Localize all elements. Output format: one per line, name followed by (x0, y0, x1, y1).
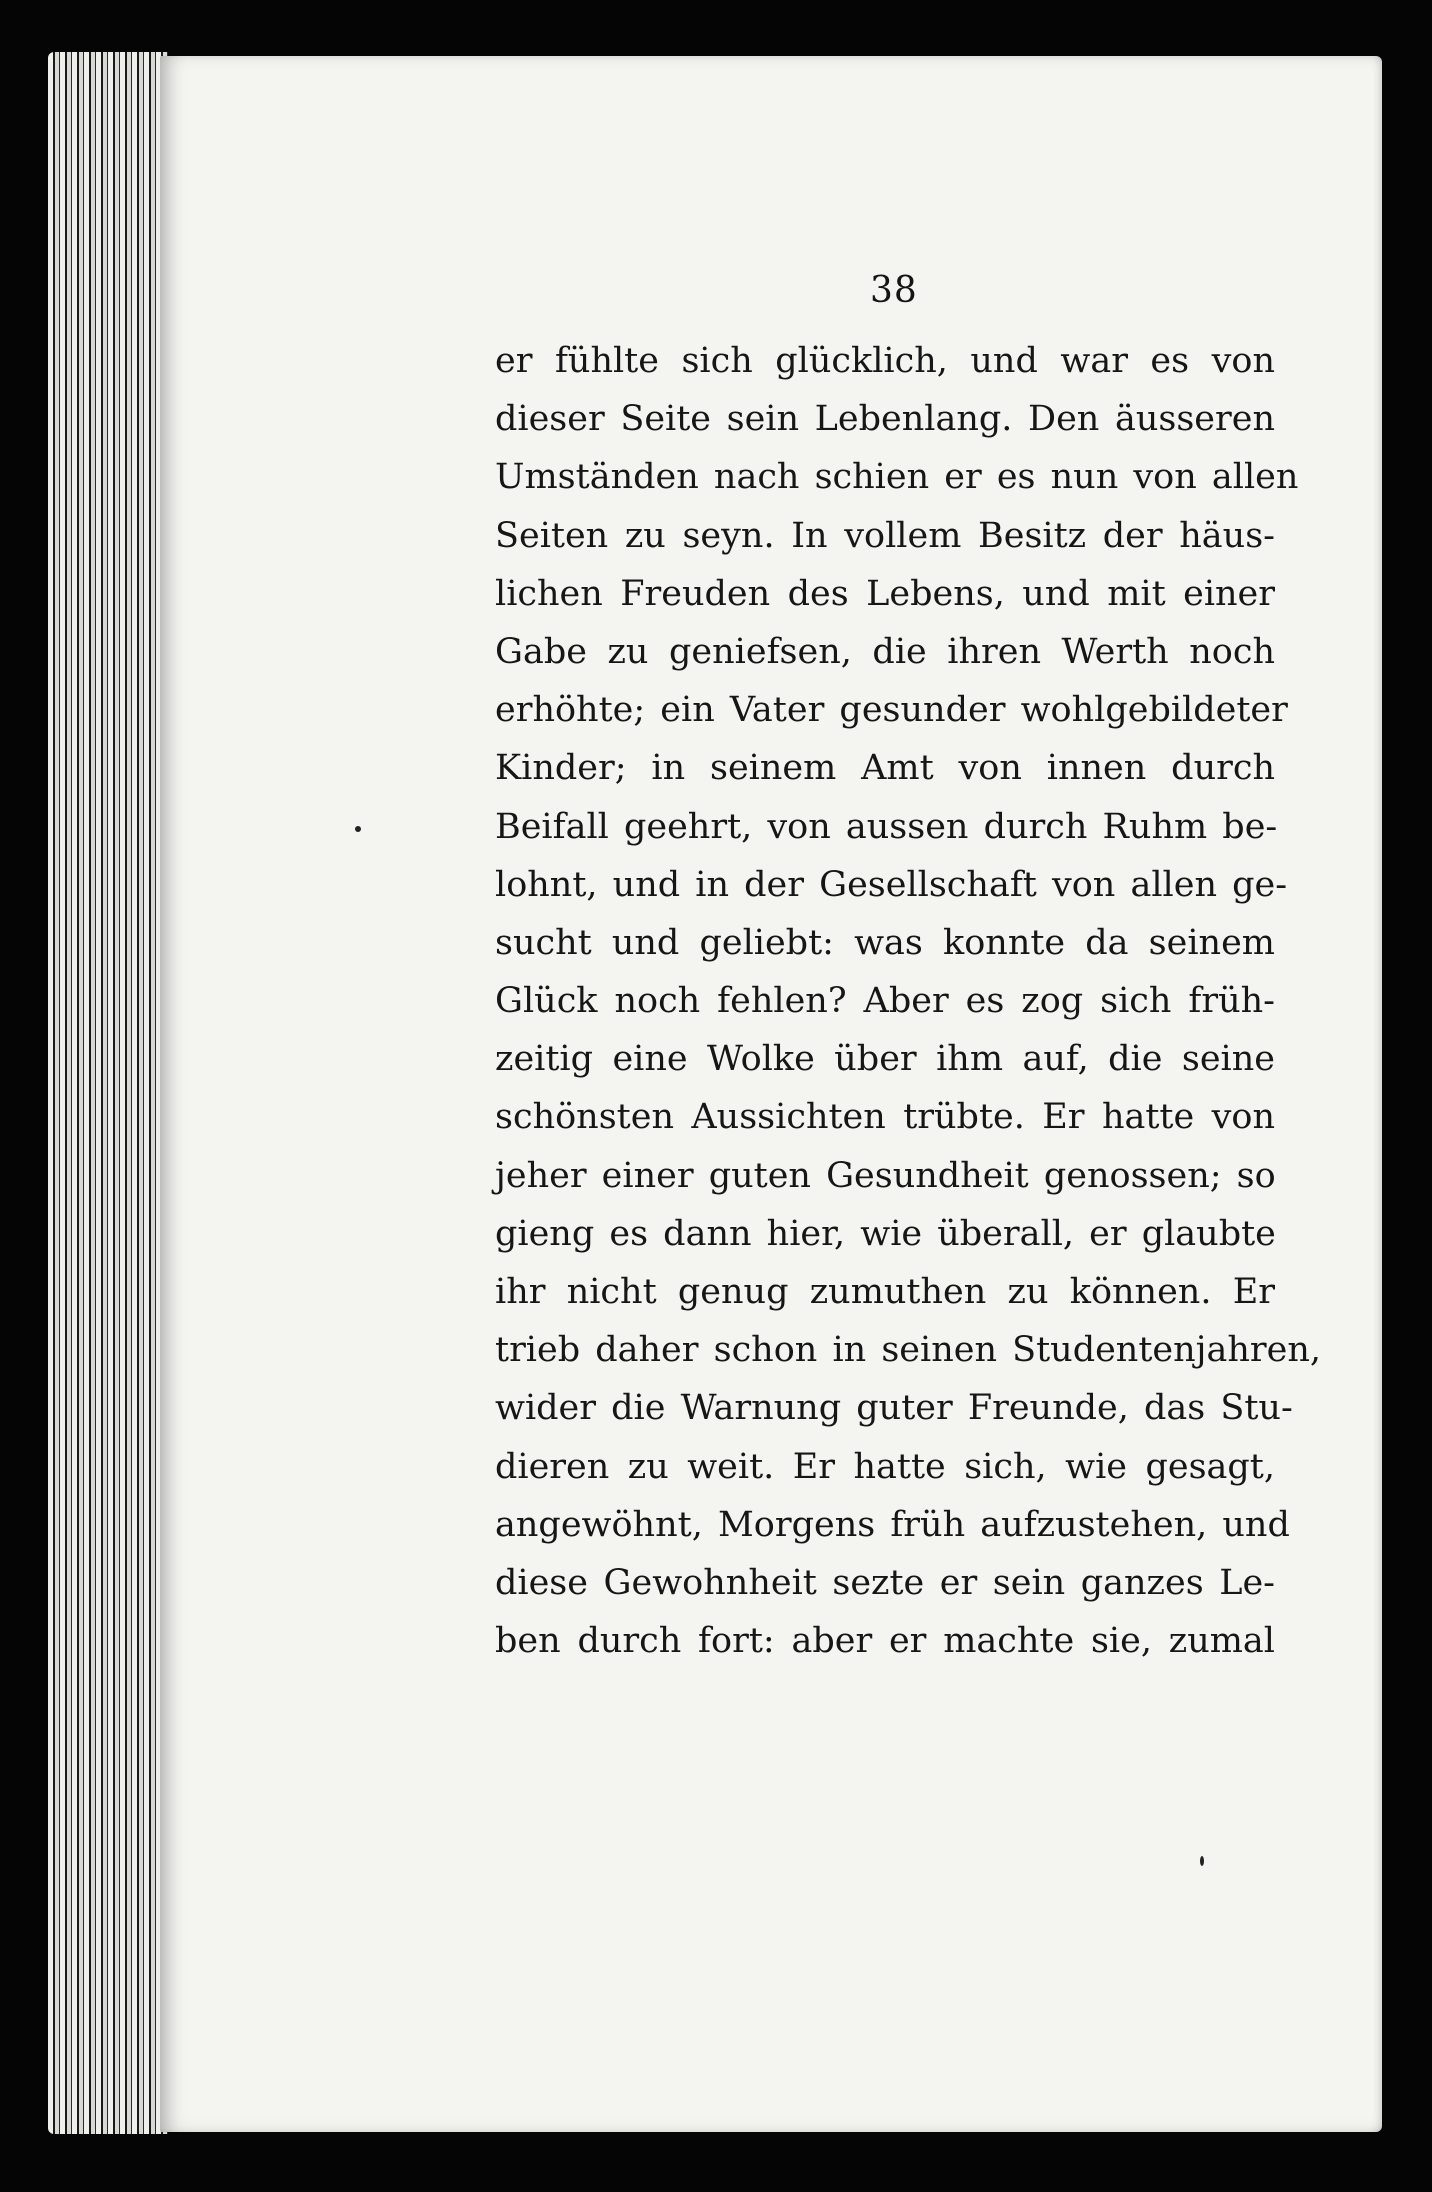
ink-speck (355, 826, 361, 832)
text-line: Glück noch fehlen? Aber es zog sich früh- (495, 981, 1275, 1022)
text-line: diese Gewohnheit sezte er sein ganzes Le- (495, 1562, 1275, 1603)
ink-speck (1200, 1856, 1204, 1866)
body-text (495, 332, 1322, 1670)
text-line: Beifall geehrt, von aussen durch Ruhm be- (495, 806, 1278, 847)
text-line: trieb daher schon in seinen Studentenjahren, (495, 1330, 1322, 1371)
text-line: angewöhnt, Morgens früh aufzustehen, und (495, 1504, 1290, 1545)
text-line: wider die Warnung guter Freunde, das Stu- (495, 1388, 1293, 1429)
text-line: ben durch fort: aber er machte sie, zumal (495, 1621, 1275, 1662)
text-line: Seiten zu seyn. In vollem Besitz der häus- (495, 515, 1275, 556)
text-line: erhöhte; ein Vater gesunder wohlgebildeter (495, 690, 1288, 731)
text-line: lichen Freuden des Lebens, und mit einer (495, 573, 1275, 614)
text-line: er fühlte sich glücklich, und war es von (495, 341, 1275, 381)
text-line: zeitig eine Wolke über ihm auf, die seine (495, 1039, 1275, 1080)
text-line: Gabe zu geniefsen, die ihren Werth noch (495, 631, 1275, 672)
book-page-edges (48, 52, 168, 2134)
text-line: ihr nicht genug zumuthen zu können. Er (495, 1272, 1275, 1312)
text-line: jeher einer guten Gesundheit genossen; so (495, 1155, 1276, 1196)
text-line: dieren zu weit. Er hatte sich, wie gesagt, (495, 1446, 1275, 1487)
text-line: Umständen nach schien er es nun von allen (495, 457, 1299, 498)
text-line: schönsten Aussichten trübte. Er hatte von (495, 1097, 1275, 1138)
text-line: Kinder; in seinem Amt von innen durch (495, 748, 1275, 789)
text-line: lohnt, und in der Gesellschaft von allen ge- (495, 864, 1288, 905)
text-line: dieser Seite sein Lebenlang. Den äusseren (495, 399, 1275, 440)
text-line: sucht und geliebt: was konnte da seinem (495, 922, 1275, 963)
text-line: gieng es dann hier, wie überall, er glaubte (495, 1213, 1276, 1254)
page-number: 38 (870, 270, 918, 311)
